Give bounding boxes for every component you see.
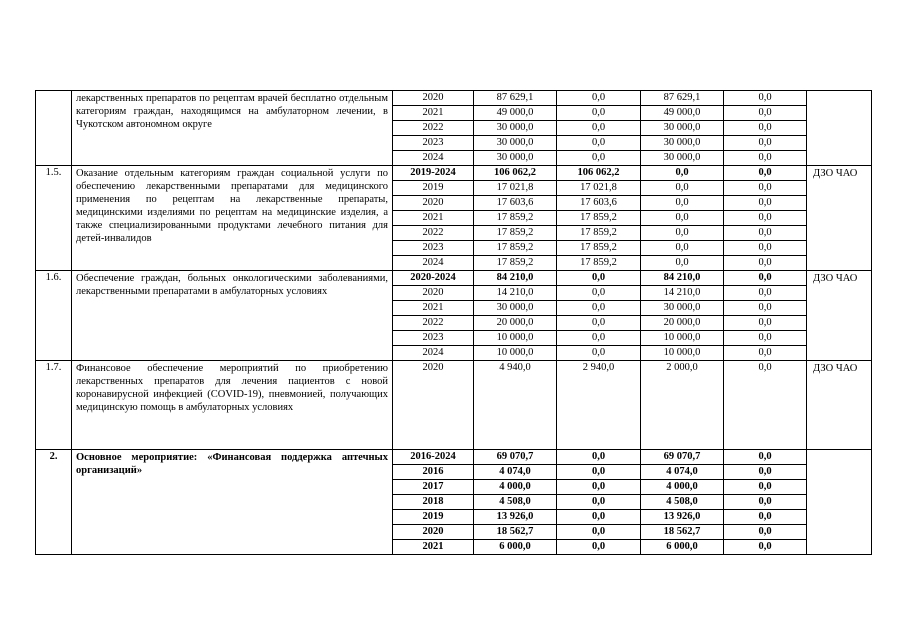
year-cell: 2020 [393, 525, 474, 540]
other-sources-cell: 0,0 [724, 106, 807, 121]
total-cell: 13 926,0 [474, 510, 557, 525]
district-budget-cell: 4 074,0 [641, 465, 724, 480]
item-number: 1.6. [36, 271, 72, 361]
other-sources-cell: 0,0 [724, 465, 807, 480]
year-cell: 2016 [393, 465, 474, 480]
measure-name: лекарственных препаратов по рецептам врачей бесплатно отдельным категориям граждан, находящимся на амбулаторном лечении, в Чукотском автономном округе [72, 91, 393, 166]
total-cell: 17 859,2 [474, 256, 557, 271]
district-budget-cell: 10 000,0 [641, 346, 724, 361]
other-sources-cell: 0,0 [724, 196, 807, 211]
other-sources-cell: 0,0 [724, 256, 807, 271]
district-budget-cell: 10 000,0 [641, 331, 724, 346]
district-budget-cell: 49 000,0 [641, 106, 724, 121]
year-cell: 2020 [393, 91, 474, 106]
federal-budget-cell: 0,0 [557, 450, 641, 465]
measure-name: Финансовое обеспечение мероприятий по приобретению лекарственных препаратов для лечения пациентов с новой коронавирусной инфекцией (COVID-19), пневмонией, получающих медицинскую помощь в амбулаторных условиях [72, 361, 393, 450]
year-cell: 2020 [393, 361, 474, 450]
table-body [36, 91, 872, 555]
district-budget-cell: 84 210,0 [641, 271, 724, 286]
federal-budget-cell: 0,0 [557, 525, 641, 540]
executor [807, 91, 872, 166]
table-row [36, 166, 872, 181]
federal-budget-cell: 0,0 [557, 346, 641, 361]
year-cell: 2016-2024 [393, 450, 474, 465]
federal-budget-cell: 0,0 [557, 331, 641, 346]
total-cell: 4 074,0 [474, 465, 557, 480]
total-cell: 17 021,8 [474, 181, 557, 196]
federal-budget-cell: 0,0 [557, 271, 641, 286]
federal-budget-cell: 0,0 [557, 121, 641, 136]
year-cell: 2023 [393, 331, 474, 346]
other-sources-cell: 0,0 [724, 166, 807, 181]
executor [807, 450, 872, 555]
executor: ДЗО ЧАО [807, 271, 872, 361]
total-cell: 87 629,1 [474, 91, 557, 106]
year-cell: 2021 [393, 106, 474, 121]
other-sources-cell: 0,0 [724, 211, 807, 226]
federal-budget-cell: 0,0 [557, 136, 641, 151]
other-sources-cell: 0,0 [724, 241, 807, 256]
federal-budget-cell: 0,0 [557, 510, 641, 525]
district-budget-cell: 69 070,7 [641, 450, 724, 465]
district-budget-cell: 30 000,0 [641, 136, 724, 151]
other-sources-cell: 0,0 [724, 286, 807, 301]
other-sources-cell: 0,0 [724, 226, 807, 241]
other-sources-cell: 0,0 [724, 181, 807, 196]
year-cell: 2020 [393, 286, 474, 301]
other-sources-cell: 0,0 [724, 495, 807, 510]
district-budget-cell: 0,0 [641, 211, 724, 226]
total-cell: 30 000,0 [474, 301, 557, 316]
total-cell: 17 859,2 [474, 241, 557, 256]
other-sources-cell: 0,0 [724, 301, 807, 316]
total-cell: 84 210,0 [474, 271, 557, 286]
year-cell: 2022 [393, 316, 474, 331]
total-cell: 17 859,2 [474, 226, 557, 241]
other-sources-cell: 0,0 [724, 540, 807, 555]
federal-budget-cell: 0,0 [557, 495, 641, 510]
district-budget-cell: 20 000,0 [641, 316, 724, 331]
district-budget-cell: 30 000,0 [641, 301, 724, 316]
federal-budget-cell: 2 940,0 [557, 361, 641, 450]
other-sources-cell: 0,0 [724, 121, 807, 136]
federal-budget-cell: 0,0 [557, 540, 641, 555]
total-cell: 6 000,0 [474, 540, 557, 555]
total-cell: 18 562,7 [474, 525, 557, 540]
other-sources-cell: 0,0 [724, 450, 807, 465]
other-sources-cell: 0,0 [724, 151, 807, 166]
district-budget-cell: 0,0 [641, 166, 724, 181]
federal-budget-cell: 0,0 [557, 480, 641, 495]
measure-name: Основное мероприятие: «Финансовая поддержка аптечных организаций» [72, 450, 393, 555]
year-cell: 2017 [393, 480, 474, 495]
federal-budget-cell: 0,0 [557, 106, 641, 121]
year-cell: 2019 [393, 181, 474, 196]
total-cell: 30 000,0 [474, 151, 557, 166]
district-budget-cell: 13 926,0 [641, 510, 724, 525]
total-cell: 106 062,2 [474, 166, 557, 181]
district-budget-cell: 14 210,0 [641, 286, 724, 301]
year-cell: 2024 [393, 151, 474, 166]
other-sources-cell: 0,0 [724, 271, 807, 286]
district-budget-cell: 0,0 [641, 256, 724, 271]
district-budget-cell: 4 508,0 [641, 495, 724, 510]
district-budget-cell: 0,0 [641, 196, 724, 211]
table-row [36, 361, 872, 450]
federal-budget-cell: 0,0 [557, 286, 641, 301]
other-sources-cell: 0,0 [724, 136, 807, 151]
federal-budget-cell: 17 859,2 [557, 256, 641, 271]
other-sources-cell: 0,0 [724, 346, 807, 361]
executor: ДЗО ЧАО [807, 166, 872, 271]
federal-budget-cell: 17 859,2 [557, 226, 641, 241]
other-sources-cell: 0,0 [724, 331, 807, 346]
year-cell: 2020-2024 [393, 271, 474, 286]
federal-budget-cell: 106 062,2 [557, 166, 641, 181]
federal-budget-cell: 0,0 [557, 316, 641, 331]
total-cell: 10 000,0 [474, 346, 557, 361]
total-cell: 17 859,2 [474, 211, 557, 226]
federal-budget-cell: 0,0 [557, 91, 641, 106]
year-cell: 2021 [393, 540, 474, 555]
year-cell: 2024 [393, 256, 474, 271]
other-sources-cell: 0,0 [724, 525, 807, 540]
district-budget-cell: 2 000,0 [641, 361, 724, 450]
year-cell: 2018 [393, 495, 474, 510]
year-cell: 2023 [393, 241, 474, 256]
district-budget-cell: 87 629,1 [641, 91, 724, 106]
total-cell: 49 000,0 [474, 106, 557, 121]
other-sources-cell: 0,0 [724, 510, 807, 525]
total-cell: 4 000,0 [474, 480, 557, 495]
year-cell: 2024 [393, 346, 474, 361]
executor: ДЗО ЧАО [807, 361, 872, 450]
table-row [36, 91, 872, 106]
measure-name: Обеспечение граждан, больных онкологическими заболеваниями, лекарственными препаратами в амбулаторных условиях [72, 271, 393, 361]
total-cell: 4 508,0 [474, 495, 557, 510]
total-cell: 4 940,0 [474, 361, 557, 450]
total-cell: 20 000,0 [474, 316, 557, 331]
total-cell: 10 000,0 [474, 331, 557, 346]
year-cell: 2022 [393, 121, 474, 136]
other-sources-cell: 0,0 [724, 91, 807, 106]
item-number [36, 91, 72, 166]
year-cell: 2021 [393, 211, 474, 226]
total-cell: 30 000,0 [474, 121, 557, 136]
federal-budget-cell: 17 603,6 [557, 196, 641, 211]
other-sources-cell: 0,0 [724, 361, 807, 450]
table-row [36, 271, 872, 286]
measure-name: Оказание отдельным категориям граждан социальной услуги по обеспечению лекарственными препаратами для медицинского применения по рецептам на лекарственные препараты, медицинскими изделиями по рецептам на медицинские изделия, а также специализированными продуктами лечебного питания для детей-инвалидов [72, 166, 393, 271]
district-budget-cell: 18 562,7 [641, 525, 724, 540]
other-sources-cell: 0,0 [724, 316, 807, 331]
federal-budget-cell: 17 859,2 [557, 211, 641, 226]
total-cell: 30 000,0 [474, 136, 557, 151]
district-budget-cell: 0,0 [641, 226, 724, 241]
district-budget-cell: 30 000,0 [641, 151, 724, 166]
other-sources-cell: 0,0 [724, 480, 807, 495]
federal-budget-cell: 17 859,2 [557, 241, 641, 256]
table-row [36, 450, 872, 465]
district-budget-cell: 0,0 [641, 181, 724, 196]
federal-budget-cell: 17 021,8 [557, 181, 641, 196]
item-number: 1.7. [36, 361, 72, 450]
year-cell: 2023 [393, 136, 474, 151]
federal-budget-cell: 0,0 [557, 151, 641, 166]
item-number: 1.5. [36, 166, 72, 271]
item-number: 2. [36, 450, 72, 555]
total-cell: 14 210,0 [474, 286, 557, 301]
district-budget-cell: 0,0 [641, 241, 724, 256]
year-cell: 2020 [393, 196, 474, 211]
year-cell: 2019-2024 [393, 166, 474, 181]
district-budget-cell: 4 000,0 [641, 480, 724, 495]
year-cell: 2021 [393, 301, 474, 316]
federal-budget-cell: 0,0 [557, 301, 641, 316]
total-cell: 69 070,7 [474, 450, 557, 465]
district-budget-cell: 6 000,0 [641, 540, 724, 555]
year-cell: 2022 [393, 226, 474, 241]
year-cell: 2019 [393, 510, 474, 525]
federal-budget-cell: 0,0 [557, 465, 641, 480]
district-budget-cell: 30 000,0 [641, 121, 724, 136]
total-cell: 17 603,6 [474, 196, 557, 211]
program-financing-table [35, 90, 872, 555]
